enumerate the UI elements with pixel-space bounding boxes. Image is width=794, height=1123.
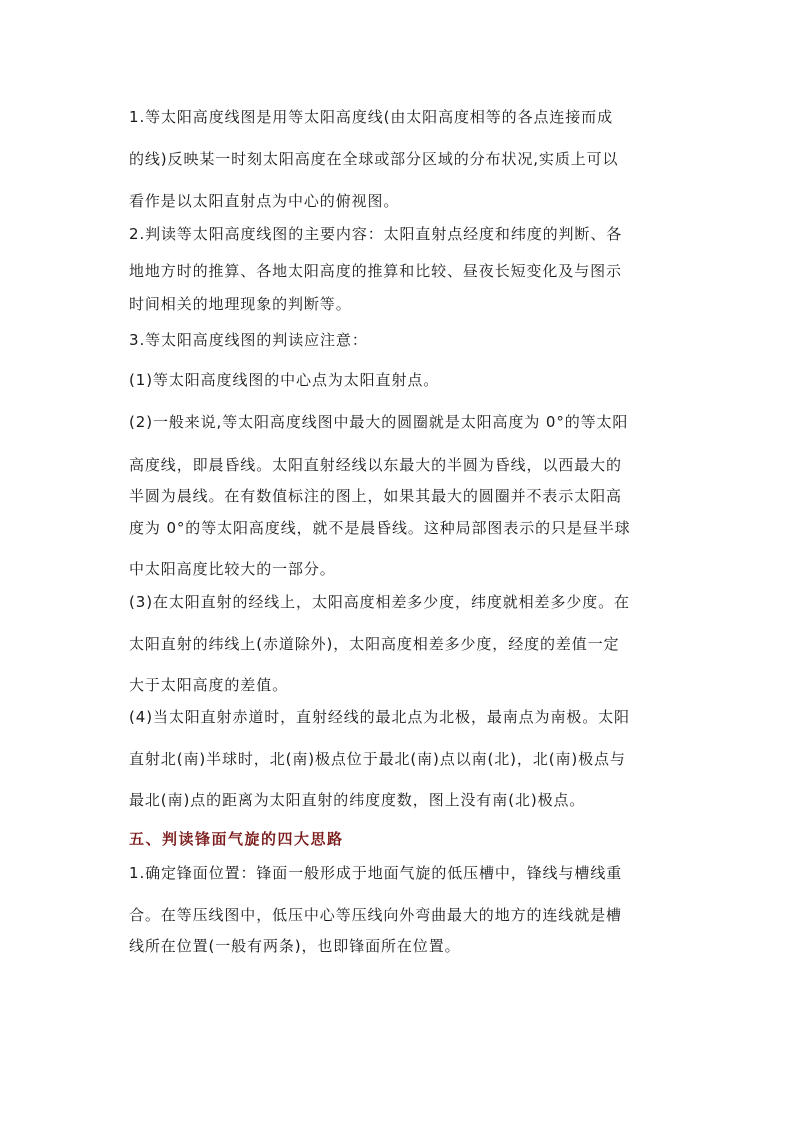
paragraph-line: 最北(南)点的距离为太阳直射的纬度度数，图上没有南(北)极点。	[129, 791, 586, 809]
paragraph-line: 大于太阳高度的差值。	[129, 676, 289, 694]
paragraph-line: 时间相关的地理现象的判断等。	[129, 295, 352, 313]
paragraph-line: 太阳直射的纬线上(赤道除外)，太阳高度相差多少度，经度的差值一定	[129, 635, 620, 653]
paragraph-line: 地地方时的推算、各地太阳高度的推算和比较、昼夜长短变化及与图示	[129, 262, 622, 280]
paragraph-line: 度为 0°的等太阳高度线，就不是晨昏线。这种局部图表示的只是昼半球	[129, 519, 631, 537]
paragraph-line: 1.等太阳高度线图是用等太阳高度线(由太阳高度相等的各点连接而成	[129, 108, 613, 126]
paragraph-line: 直射北(南)半球时，北(南)极点位于最北(南)点以南(北)，北(南)极点与	[129, 750, 626, 768]
paragraph-line: (2)一般来说,等太阳高度线图中最大的圆圈就是太阳高度为 0°的等太阳	[129, 413, 629, 431]
paragraph-line: 半圆为晨线。在有数值标注的图上，如果其最大的圆圈并不表示太阳高	[129, 487, 622, 505]
paragraph-line: (3)在太阳直射的经线上，太阳高度相差多少度，纬度就相差多少度。在	[129, 593, 630, 611]
paragraph-line: 合。在等压线图中，低压中心等压线向外弯曲最大的地方的连线就是槽	[129, 906, 622, 924]
paragraph-line: (4)当太阳直射赤道时，直射经线的最北点为北极，最南点为南极。太阳	[129, 708, 630, 726]
paragraph-line: 1.确定锋面位置：锋面一般形成于地面气旋的低压槽中，锋线与槽线重	[129, 864, 623, 882]
paragraph-line: 2.判读等太阳高度线图的主要内容：太阳直射点经度和纬度的判断、各	[129, 225, 623, 243]
section-heading: 五、判读锋面气旋的四大思路	[129, 830, 344, 848]
paragraph-line: (1)等太阳高度线图的中心点为太阳直射点。	[129, 371, 440, 389]
paragraph-line: 线所在位置(一般有两条)，也即锋面所在位置。	[129, 937, 461, 955]
paragraph-line: 高度线，即晨昏线。太阳直射经线以东最大的半圆为昏线，以西最大的	[129, 456, 622, 474]
paragraph-line: 的线)反映某一时刻太阳高度在全球或部分区域的分布状况,实质上可以	[129, 150, 619, 168]
paragraph-line: 看作是以太阳直射点为中心的俯视图。	[129, 192, 400, 210]
paragraph-line: 3.等太阳高度线图的判读应注意：	[129, 331, 368, 349]
paragraph-line: 中太阳高度比较大的一部分。	[129, 560, 336, 578]
